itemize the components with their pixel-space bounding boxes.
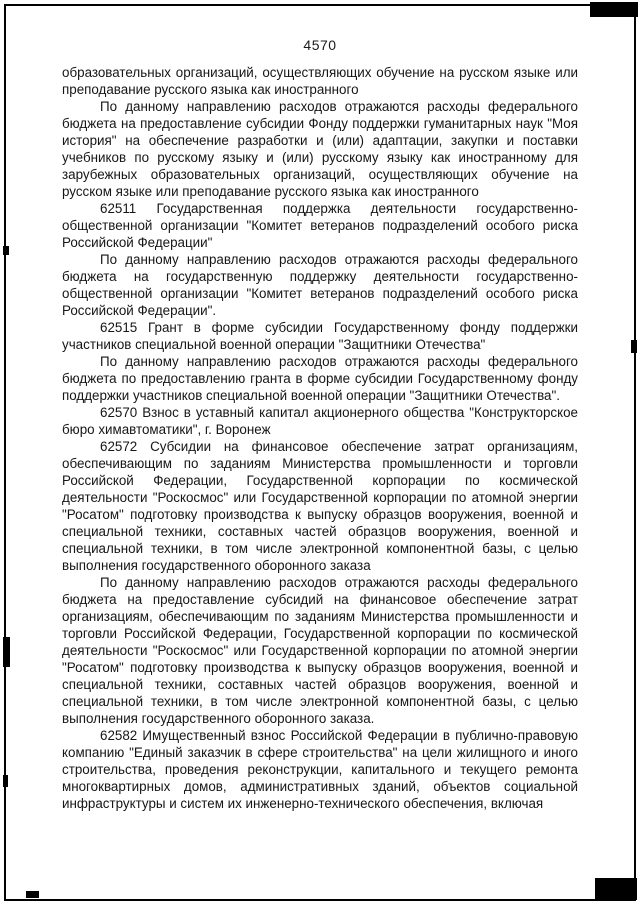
paragraph: По данному направлению расходов отражаются расходы федерального бюджета на предоставление субсидии Фонду поддержки гуманитарных наук "Моя история" на обеспечение разработки и (или) адаптации, закупки и поставки учебников по русскому языку и (или) русскому языку как иностранному для зарубежных образовательных организаций, осуществляющих обучение на русском языке или преподавание русского языка как иностранного (62, 99, 578, 199)
paragraph: 62582 Имущественный взнос Российской Федерации в публично-правовую компанию "Единый заказчик в сфере строительства" на цели жилищного и иного строительства, проведения реконструкции, капитального и текущего ремонта многоквартирных домов, административных зданий, объектов социальной инфраструктуры и систем их инженерно-технического обеспечения, включая (62, 728, 578, 811)
scan-artifact-left-3 (3, 775, 8, 787)
scan-artifact-right-1 (631, 340, 637, 353)
paragraph: 62572 Субсидии на финансовое обеспечение затрат организациям, обеспечивающим по заданиям Министерства промышленности и торговли Российской Федерации, Государственной корпорации по космической деятельности "Роскосмос" или Государственной корпорации по атомной энергии "Росатом" подготовку производства к выпуску образцов вооружения, военной и специальной техники, составных частей образцов вооружения, военной и специальной техники, в том числе электронной компонентной базы, с целью выполнения государственного оборонного заказа (62, 439, 578, 573)
paragraph: По данному направлению расходов отражаются расходы федерального бюджета на предоставление субсидий на финансовое обеспечение затрат организациям, обеспечивающим по заданиям Министерства промышленности и торговли Российской Федерации, Государственной корпорации по космической деятельности "Роскосмос" или Государственной корпорации по атомной энергии "Росатом" подготовку производства к выпуску образцов вооружения, военной и специальной техники, составных частей образцов вооружения, военной и специальной техники, в том числе электронной компонентной базы, с целью выполнения государственного оборонного заказа. (62, 575, 578, 726)
paragraph: 62515 Грант в форме субсидии Государственному фонду поддержки участников специальной военной операции "Защитники Отечества" (62, 320, 578, 352)
scan-artifact-left-2 (3, 637, 10, 667)
scan-artifact-bottom-left (26, 891, 39, 898)
paragraph: образовательных организаций, осуществляющих обучение на русском языке или преподавание русского языка как иностранного (62, 65, 578, 97)
paragraph: 62511 Государственная поддержка деятельности государственно-общественной организации "Комитет ветеранов подразделений особого риска Российской Федерации" (62, 201, 578, 250)
paragraph: По данному направлению расходов отражаются расходы федерального бюджета по предоставлению гранта в форме субсидии Государственному фонду поддержки участников специальной военной операции "Защитники Отечества". (62, 354, 578, 403)
paragraph: По данному направлению расходов отражаются расходы федерального бюджета на государственную поддержку деятельности государственно-общественной организации "Комитет ветеранов подразделений особого риска Российской Федерации". (62, 252, 578, 318)
scan-artifact-left-1 (3, 246, 9, 255)
scan-artifact-top-right (590, 2, 638, 17)
page-number: 4570 (303, 37, 337, 53)
paragraph: 62570 Взнос в уставный капитал акционерного общества "Конструкторское бюро химавтоматики", г. Воронеж (62, 405, 578, 437)
scan-artifact-bottom-right (595, 878, 637, 900)
document-content (62, 64, 578, 812)
